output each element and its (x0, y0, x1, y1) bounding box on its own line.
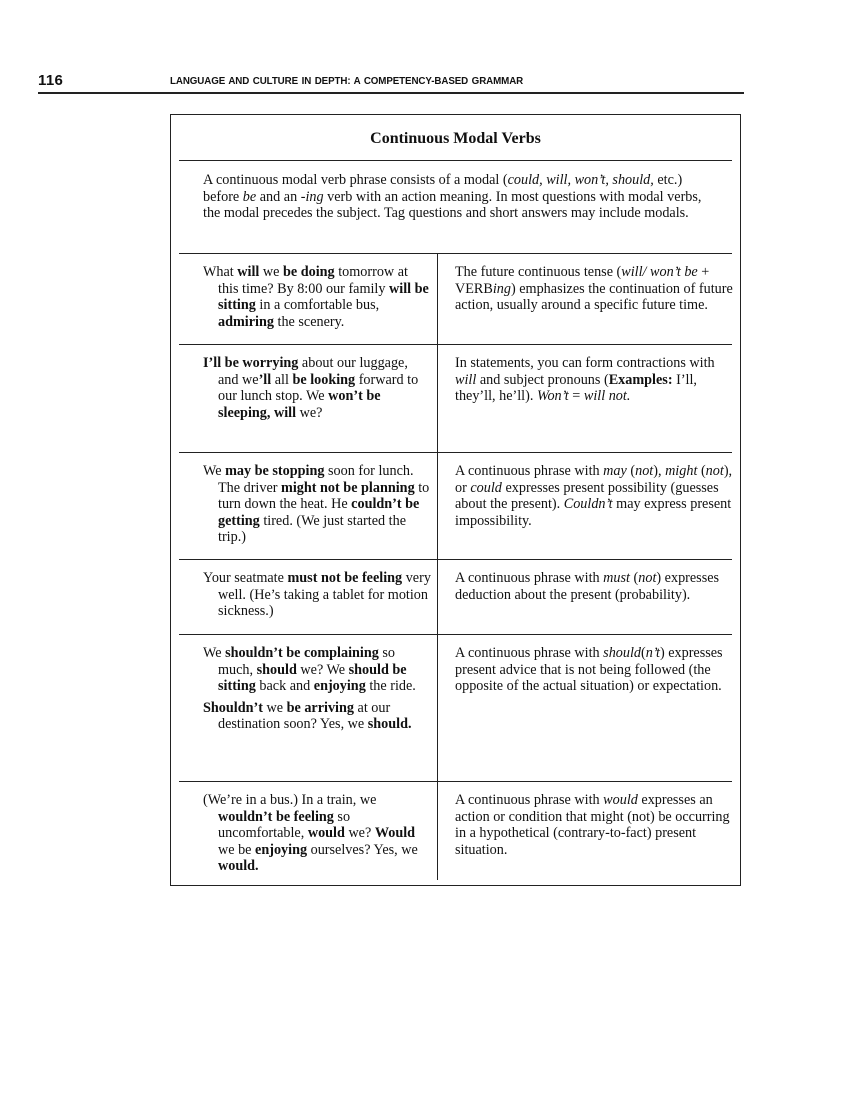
text-segment: we? (296, 404, 323, 421)
example-cell (203, 570, 431, 625)
bold-text: must not be feeling (287, 570, 403, 586)
text-segment: all (271, 371, 293, 388)
running-head (38, 72, 744, 94)
text-segment: expresses present possibility (guesses about the present). (455, 479, 719, 512)
bold-text: should be sitting (218, 661, 407, 694)
bold-text: Shouldn’t (203, 699, 263, 716)
italic-text: must (603, 570, 630, 586)
bold-text: Examples: (608, 371, 673, 388)
example-sentence (203, 792, 431, 875)
text-segment: etc.) before (203, 172, 683, 205)
column-divider (437, 634, 438, 781)
intro-section (179, 160, 732, 254)
text-segment: ), or (455, 463, 733, 496)
bold-text: enjoying (313, 678, 366, 694)
table-row (179, 559, 732, 635)
bold-text: might not be planning (281, 479, 415, 496)
bold-text: would. (218, 858, 259, 874)
italic-text: could (470, 479, 502, 496)
bold-text: be looking (292, 371, 356, 388)
column-divider (437, 253, 438, 344)
text-segment: soon for lunch. The driver (218, 463, 414, 496)
text-segment: so uncomfortable, (218, 808, 351, 841)
text-segment: to turn down the heat. He (218, 479, 430, 512)
text-segment: about our luggage, and we (218, 355, 408, 388)
text-segment: the scenery. (273, 313, 345, 330)
explanation-text (455, 645, 735, 695)
grammar-box (170, 114, 741, 886)
italic-text: may (603, 463, 627, 479)
bold-text: may be stopping (225, 463, 325, 479)
bold-text: wouldn’t be feeling (218, 808, 334, 825)
explanation-cell (455, 355, 735, 405)
box-title: Continuous Modal Verbs (179, 115, 732, 161)
example-cell (203, 355, 431, 426)
explanation-cell (455, 264, 735, 314)
text-segment: tomorrow at this time? By 8:00 our family (218, 264, 408, 297)
italic-text: Won’t (536, 388, 569, 404)
text-segment: the ride. (365, 678, 416, 694)
text-segment: ) expresses present advice that is not being followed (the opposite of the actual situation) or expectation. (455, 645, 723, 694)
bold-text: be arriving (286, 699, 354, 716)
bold-text: be doing (283, 264, 335, 280)
text-segment: ( (629, 570, 639, 586)
bold-text: Would (374, 825, 416, 841)
text-segment: we? (344, 825, 375, 841)
bold-text: would (307, 825, 345, 841)
text-segment: ) emphasizes the continuation of future action, usually around a specific future time. (455, 280, 733, 313)
text-segment: A continuous phrase with (455, 792, 604, 808)
bold-text: will (237, 264, 260, 280)
text-segment: = (568, 388, 584, 404)
italic-text: not (705, 463, 724, 479)
bold-text: won’t be sleeping, (218, 388, 381, 421)
italic-text: be (242, 188, 257, 205)
text-segment: We (203, 463, 226, 479)
bold-text: couldn’t be getting (218, 496, 420, 529)
explanation-text (455, 463, 735, 529)
text-segment: + VERB (455, 264, 710, 297)
text-segment: In statements, you can form contractions with (455, 355, 715, 371)
text-segment: at our destination soon? Yes, we (218, 699, 391, 732)
page-number: 116 (38, 72, 64, 89)
bold-text: shouldn’t be complaining (225, 645, 379, 661)
text-segment: in a comfortable bus, (255, 297, 380, 313)
column-divider (437, 452, 438, 559)
bold-text: will (273, 404, 297, 421)
italic-text: n’t (645, 645, 660, 661)
text-segment: ) expresses deduction about the present (probability). (455, 570, 720, 603)
italic-text: not (638, 570, 657, 586)
example-sentence (203, 463, 431, 546)
text-segment: A continuous phrase with (455, 463, 604, 479)
text-segment: may express present impossibility. (455, 496, 732, 529)
bold-text: enjoying (255, 841, 308, 858)
text-segment: we (262, 699, 287, 716)
text-segment: We (203, 645, 226, 661)
italic-text: will (455, 371, 477, 388)
text-segment: back and (255, 678, 314, 694)
text-segment: forward to our lunch stop. We (218, 371, 419, 404)
text-segment: What (203, 264, 238, 280)
italic-text: will not. (583, 388, 631, 404)
column-divider (437, 559, 438, 634)
table-row (179, 781, 732, 880)
example-sentence (203, 570, 431, 620)
text-segment: ourselves? Yes, we (307, 841, 418, 858)
text-segment: The future continuous tense ( (455, 264, 622, 280)
text-segment: verb with an action meaning. In most questions with modal verbs, the modal precedes the subject. Tag questions and short answers may include modals. (203, 188, 702, 221)
explanation-cell (455, 570, 735, 603)
intro-paragraph (203, 172, 714, 222)
example-cell (203, 264, 431, 335)
text-segment: we be (218, 841, 256, 858)
bold-text: should (256, 661, 297, 678)
text-segment: ), (653, 463, 666, 479)
example-sentence (203, 355, 431, 421)
italic-text: ing (492, 280, 511, 297)
text-segment: A continuous modal verb phrase consists of a modal ( (203, 172, 508, 188)
text-segment: A continuous phrase with (455, 570, 604, 586)
text-segment: very well. (He’s taking a tablet for motion sickness.) (218, 570, 431, 619)
text-segment: we (259, 264, 283, 280)
explanation-cell (455, 645, 735, 695)
example-sentence (203, 264, 431, 330)
explanation-cell (455, 792, 735, 858)
text-segment: I’ll, they’ll, he’ll). (455, 371, 697, 404)
bold-text: ’ll (258, 371, 272, 388)
italic-text: might (665, 463, 698, 479)
bold-text: admiring (218, 313, 274, 330)
example-sentence (203, 700, 431, 733)
column-divider (437, 344, 438, 452)
book-title: LANGUAGE AND CULTURE IN DEPTH: A COMPETENCY-BASED GRAMMAR (170, 75, 524, 87)
example-cell (203, 463, 431, 551)
text-segment: we? We (296, 661, 349, 678)
explanation-text (455, 264, 735, 314)
table-row (179, 634, 732, 782)
column-divider (437, 781, 438, 880)
explanation-cell (455, 463, 735, 529)
text-segment: so much, (218, 645, 396, 678)
bold-text: will be sitting (218, 280, 429, 313)
bold-text: I’ll be worrying (203, 355, 299, 371)
table-row (179, 344, 732, 453)
bold-text: should. (367, 716, 412, 732)
text-segment: A continuous phrase with (455, 645, 604, 661)
explanation-text (455, 570, 735, 603)
italic-text: could, will, won’t, should, (507, 172, 654, 188)
italic-text: not (635, 463, 654, 479)
text-segment: ( (626, 463, 636, 479)
text-segment: and an (256, 188, 301, 205)
example-cell (203, 645, 431, 738)
text-segment: ( (641, 645, 646, 661)
text-segment: expresses an action or condition that might (not) be occurring in a hypothetical (contrary-to-fact) present situation. (455, 792, 730, 858)
text-segment: ( (697, 463, 706, 479)
italic-text: should (603, 645, 642, 661)
italic-text: would (603, 792, 638, 808)
italic-text: Couldn’t (563, 496, 613, 512)
italic-text: will/ won’t be (621, 264, 698, 280)
text-segment: Your seatmate (203, 570, 288, 586)
italic-text: -ing (300, 188, 324, 205)
explanation-text (455, 792, 735, 858)
explanation-text (455, 355, 735, 405)
table-row (179, 452, 732, 560)
text-segment: (We’re in a bus.) In a train, we (203, 792, 377, 808)
example-cell (203, 792, 431, 880)
text-segment: tired. (We just started the trip.) (218, 512, 406, 545)
table-row (179, 253, 732, 345)
text-segment: and subject pronouns ( (476, 371, 609, 388)
example-sentence (203, 645, 431, 695)
